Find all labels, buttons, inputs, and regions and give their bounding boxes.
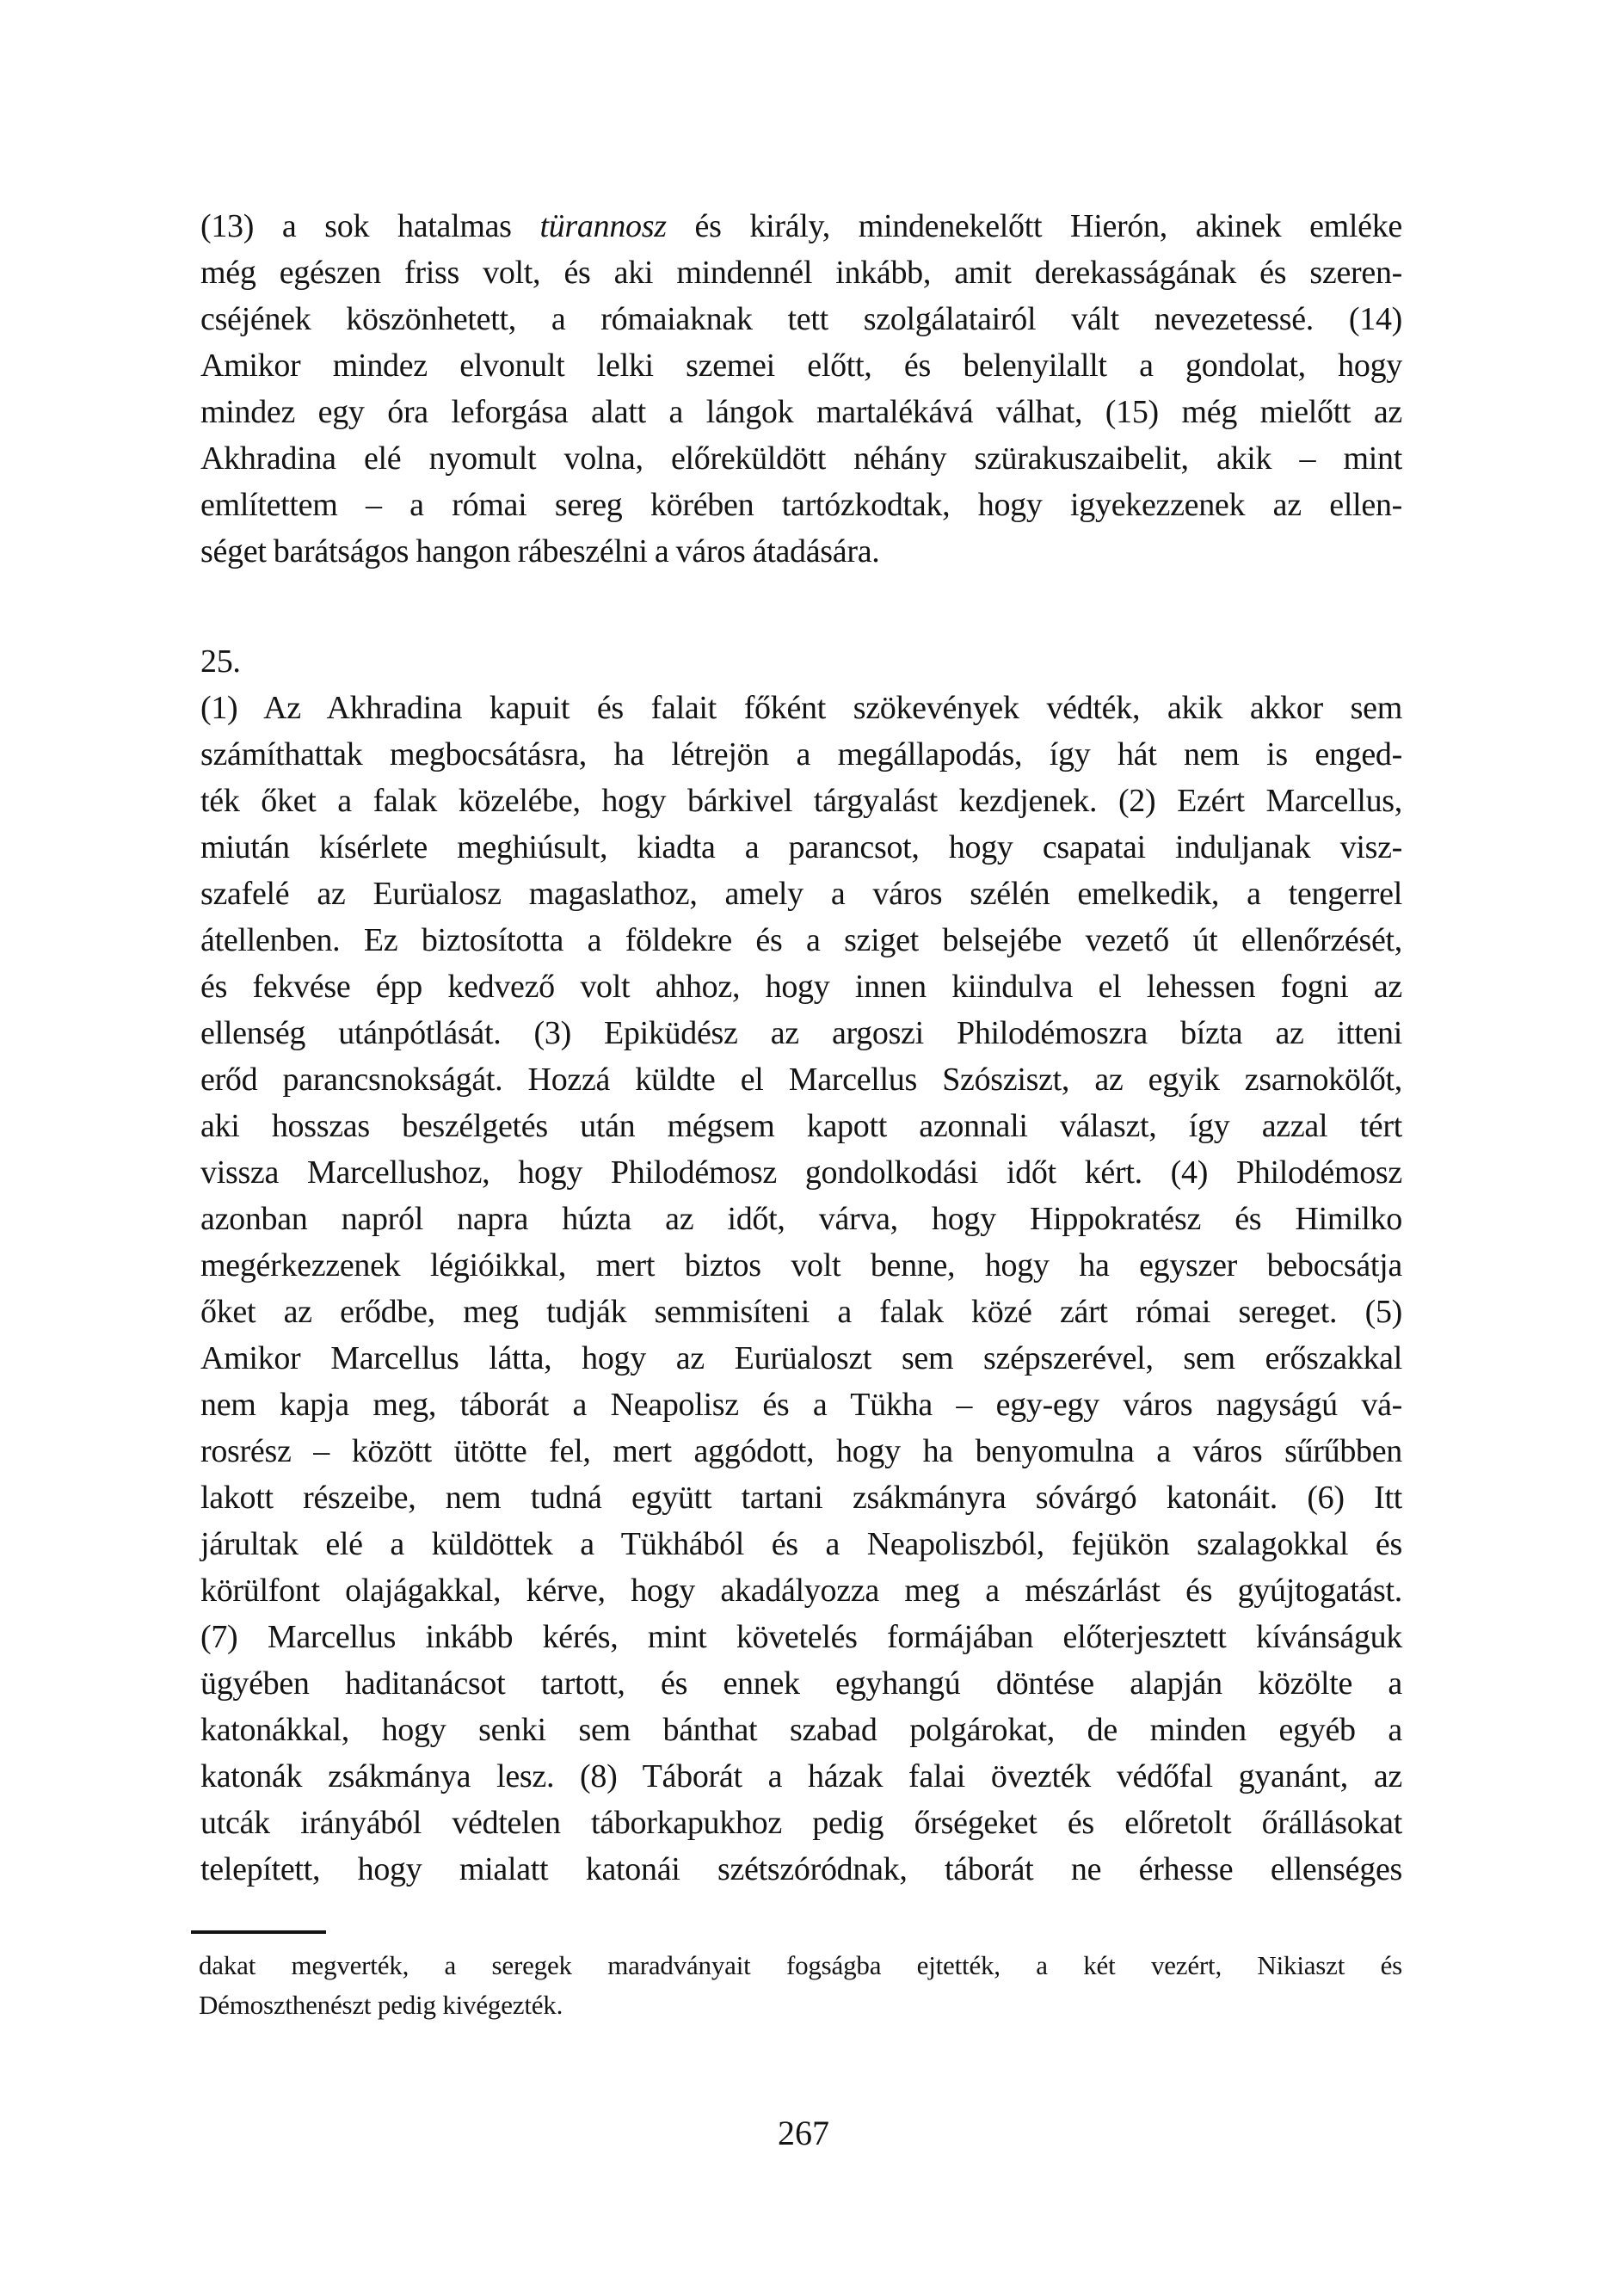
- text-line: ügyében haditanácsot tartott, és ennek egyhangú döntése alapján közölte a: [200, 1665, 1402, 1702]
- text-segment: és király, mindenekelőtt Hierón, akinek emléke: [666, 208, 1402, 244]
- text-line: (1) Az Akhradina kapuit és falait főként szökevények védték, akik akkor sem: [200, 690, 1402, 726]
- text-segment: (13) a sok hatalmas: [200, 208, 540, 244]
- text-line: Amikor Marcellus látta, hogy az Eurüaloszt sem szépszerével, sem erőszakkal: [200, 1340, 1402, 1376]
- text-line: aki hosszas beszélgetés után mégsem kapott azonnali választ, így azzal tért: [200, 1108, 1402, 1144]
- text-line: erőd parancsnokságát. Hozzá küldte el Marcellus Szósziszt, az egyik zsarnokölőt,: [200, 1062, 1402, 1098]
- text-line: ték őket a falak közelébe, hogy bárkivel tárgyalást kezdjenek. (2) Ezért Marcellus,: [200, 783, 1402, 819]
- text-line: számíthattak megbocsátásra, ha létrejön a megállapodás, így hát nem is enged-: [200, 736, 1402, 773]
- text-line: rosrész – között ütötte fel, mert aggódott, hogy ha benyomulna a város sűrűbben: [200, 1433, 1402, 1469]
- text-line: utcák irányából védtelen táborkapukhoz pedig őrségeket és előretolt őrállásokat: [200, 1805, 1402, 1841]
- text-line: telepített, hogy mialatt katonái szétszóródnak, táborát ne érhesse ellenséges: [200, 1851, 1402, 1887]
- paragraph-13: [200, 203, 1402, 575]
- text-line: említettem – a római sereg körében tartózkodtak, hogy igyekezzenek az ellen-: [200, 487, 1402, 523]
- text-line: ellenség utánpótlását. (3) Epiküdész az argoszi Philodémoszra bízta az itteni: [200, 1015, 1402, 1051]
- text-line: katonák zsákmánya lesz. (8) Táborát a házak falai övezték védőfal gyanánt, az: [200, 1758, 1402, 1794]
- text-line: azonban napról napra húzta az időt, várva, hogy Hippokratész és Himilko: [200, 1201, 1402, 1237]
- text-line: mindez egy óra leforgása alatt a lángok martalékává válhat, (15) még mielőtt az: [200, 394, 1402, 430]
- text-line: [200, 203, 1402, 249]
- text-line: Amikor mindez elvonult lelki szemei előtt, és belenyilallt a gondolat, hogy: [200, 348, 1402, 384]
- text-line: Démoszthenészt pedig kivégezték.: [199, 1990, 563, 2020]
- paragraph-25: [200, 685, 1402, 1893]
- text-line: átellenben. Ez biztosította a földekre és a sziget belsejébe vezető út ellenőrzését,: [200, 922, 1402, 958]
- text-line: lakott részeibe, nem tudná együtt tartani zsákmányra sóvárgó katonáit. (6) Itt: [200, 1480, 1402, 1516]
- text-line: cséjének köszönhetett, a rómaiaknak tett szolgálatairól vált nevezetessé. (14): [200, 301, 1402, 337]
- text-line: katonákkal, hogy senki sem bánthat szabad polgárokat, de minden egyéb a: [200, 1712, 1402, 1748]
- text-line: szafelé az Eurüalosz magaslathoz, amely a város szélén emelkedik, a tengerrel: [200, 876, 1402, 912]
- text-line: dakat megverték, a seregek maradványait fogságba ejtették, a két vezért, Nikiaszt és: [199, 1950, 1402, 1980]
- text-line: séget barátságos hangon rábeszélni a város átadására.: [200, 533, 880, 569]
- text-line: miután kísérlete meghiúsult, kiadta a parancsot, hogy csapatai induljanak visz-: [200, 829, 1402, 865]
- text-line: és fekvése épp kedvező volt ahhoz, hogy innen kiindulva el lehessen fogni az: [200, 969, 1402, 1005]
- text-line: (7) Marcellus inkább kérés, mint követelés formájában előterjesztett kívánságuk: [200, 1619, 1402, 1655]
- text-line: Akhradina elé nyomult volna, előreküldött néhány szürakuszaibelit, akik – mint: [200, 440, 1402, 477]
- text-line: vissza Marcellushoz, hogy Philodémosz gondolkodási időt kért. (4) Philodémosz: [200, 1154, 1402, 1191]
- text-line: körülfont olajágakkal, kérve, hogy akadályozza meg a mészárlást és gyújtogatást.: [200, 1573, 1402, 1609]
- text-line: még egészen friss volt, és aki mindennél inkább, amit derekasságának és szeren-: [200, 255, 1402, 291]
- footnote: [199, 1946, 1402, 2025]
- text-line: nem kapja meg, táborát a Neapolisz és a Tükha – egy-egy város nagyságú vá-: [200, 1387, 1402, 1423]
- page-number: 267: [778, 2114, 829, 2152]
- text-line: járultak elé a küldöttek a Tükhából és a Neapoliszból, fejükön szalagokkal és: [200, 1526, 1402, 1562]
- footnote-separator-rule: [191, 1930, 326, 1934]
- text-line: megérkezzenek légióikkal, mert biztos volt benne, hogy ha egyszer bebocsátja: [200, 1247, 1402, 1283]
- section-heading: 25.: [200, 643, 241, 680]
- body-text: [200, 203, 1402, 1893]
- text-line: őket az erődbe, meg tudják semmisíteni a falak közé zárt római sereget. (5): [200, 1294, 1402, 1330]
- italic-term: türannosz: [539, 208, 667, 244]
